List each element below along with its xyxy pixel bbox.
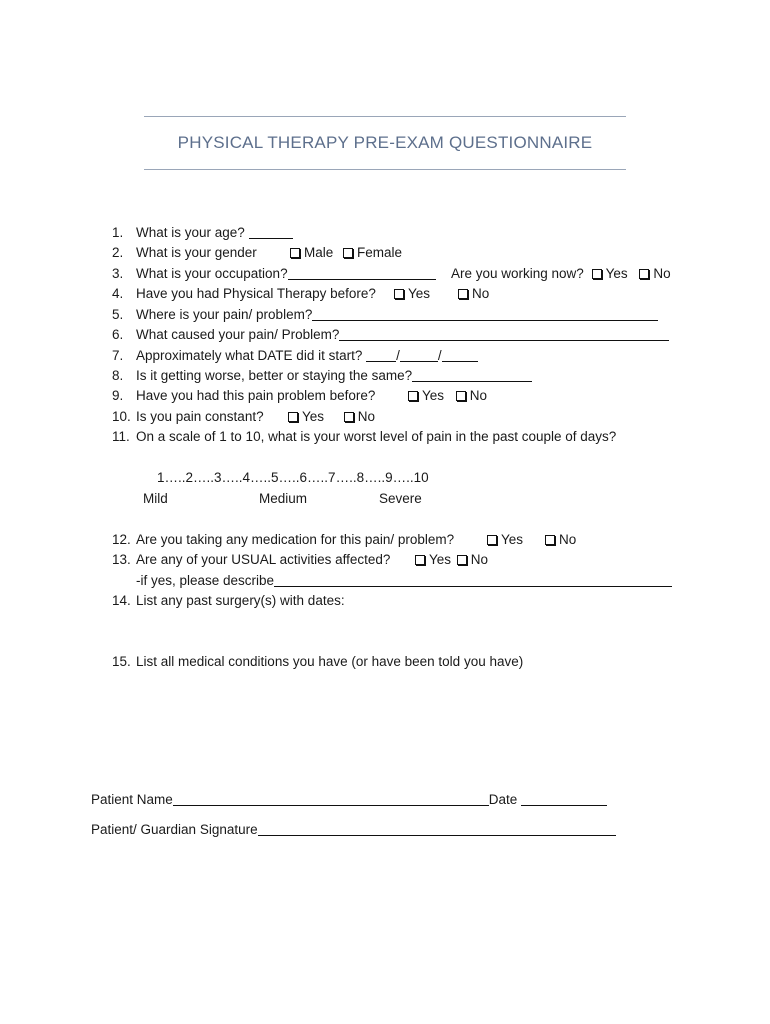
activities-no-option[interactable]: No <box>457 550 488 570</box>
question-4 <box>112 284 376 304</box>
working-yes-option[interactable]: Yes <box>592 264 628 284</box>
question-6 <box>112 325 669 345</box>
date-separator: / <box>437 348 442 363</box>
date-separator: / <box>396 348 400 363</box>
signature-label: Patient/ Guardian Signature <box>91 822 258 837</box>
signature-field[interactable] <box>258 821 616 836</box>
question-text: Approximately what DATE did it start? <box>136 348 363 363</box>
question-number: 6. <box>112 327 124 342</box>
activities-describe-field[interactable] <box>274 572 672 587</box>
working-now-label: Are you working now? <box>451 266 584 281</box>
question-text: Are you taking any medication for this pain/ problem? <box>136 532 455 547</box>
question-number: 5. <box>112 307 124 322</box>
question-15 <box>112 652 523 672</box>
checkbox-icon[interactable] <box>456 391 466 401</box>
question-number: 10. <box>112 409 131 424</box>
question-3 <box>112 264 436 284</box>
medication-yes-option[interactable]: Yes <box>487 530 523 550</box>
date-field[interactable] <box>521 791 607 806</box>
checkbox-icon[interactable] <box>290 248 300 258</box>
question-text: Is it getting worse, better or staying the same? <box>136 368 413 383</box>
checkbox-icon[interactable] <box>415 555 425 565</box>
question-5 <box>112 305 658 325</box>
checkbox-icon[interactable] <box>408 391 418 401</box>
question-number: 8. <box>112 368 124 383</box>
pain-location-field[interactable] <box>312 306 658 321</box>
question-text: Have you had this pain problem before? <box>136 388 376 403</box>
working-no-option[interactable]: No <box>639 264 670 284</box>
checkbox-icon[interactable] <box>288 412 298 422</box>
checkbox-icon[interactable] <box>592 269 602 279</box>
page-title: PHYSICAL THERAPY PRE-EXAM QUESTIONNAIRE <box>177 133 593 152</box>
checkbox-icon[interactable] <box>487 535 497 545</box>
prior-pain-options <box>408 386 487 406</box>
checkbox-icon[interactable] <box>343 248 353 258</box>
patient-name-row <box>91 790 607 810</box>
question-text: Where is your pain/ problem? <box>136 307 313 322</box>
question-number: 13. <box>112 552 131 567</box>
scale-label-mild: Mild <box>143 491 168 506</box>
pt-before-no <box>458 284 489 304</box>
question-14 <box>112 591 345 611</box>
scale-label-severe: Severe <box>379 491 422 506</box>
question-7 <box>112 346 478 366</box>
question-13 <box>112 550 390 570</box>
constant-pain-options <box>288 407 375 427</box>
question-12 <box>112 530 454 550</box>
patient-name-field[interactable] <box>173 791 489 806</box>
question-number: 1. <box>112 225 124 240</box>
question-number: 2. <box>112 245 124 260</box>
question-text: List all medical conditions you have (or have been told you have) <box>136 654 524 669</box>
start-day-field[interactable] <box>400 347 438 362</box>
pt-before-no-option[interactable]: No <box>458 284 489 304</box>
occupation-field[interactable] <box>288 265 436 280</box>
question-text: What is your occupation? <box>136 266 288 281</box>
medication-no-option[interactable]: No <box>545 530 576 550</box>
pt-before-options <box>394 284 430 304</box>
question-text: What is your age? <box>136 225 245 240</box>
medication-yes <box>487 530 523 550</box>
start-month-field[interactable] <box>366 347 396 362</box>
working-now <box>451 264 671 284</box>
question-2 <box>112 243 257 263</box>
title-bottom-rule <box>144 169 626 170</box>
trend-field[interactable] <box>412 367 532 382</box>
question-number: 12. <box>112 532 131 547</box>
question-9 <box>112 386 375 406</box>
constant-no-option[interactable]: No <box>344 407 375 427</box>
title-top-rule <box>144 116 626 117</box>
activities-yes-option[interactable]: Yes <box>415 550 451 570</box>
question-text: What is your gender <box>136 245 257 260</box>
prior-pain-yes-option[interactable]: Yes <box>408 386 444 406</box>
scale-label-medium: Medium <box>259 491 308 506</box>
activities-options <box>415 550 488 570</box>
checkbox-icon[interactable] <box>458 289 468 299</box>
gender-female-option[interactable]: Female <box>343 243 402 263</box>
question-text: Are any of your USUAL activities affected? <box>136 552 391 567</box>
question-number: 9. <box>112 388 124 403</box>
describe-label: -if yes, please describe <box>136 573 275 588</box>
constant-yes-option[interactable]: Yes <box>288 407 324 427</box>
start-year-field[interactable] <box>442 347 478 362</box>
age-field[interactable] <box>249 224 293 239</box>
pain-scale-numbers[interactable]: 1…..2…..3…..4…..5…..6…..7…..8…..9…..10 <box>157 470 429 485</box>
patient-name-label: Patient Name <box>91 792 173 807</box>
checkbox-icon[interactable] <box>344 412 354 422</box>
question-11 <box>112 427 616 447</box>
checkbox-icon[interactable] <box>639 269 649 279</box>
pt-before-yes-option[interactable]: Yes <box>394 284 430 304</box>
question-10 <box>112 407 264 427</box>
question-text: Is you pain constant? <box>136 409 264 424</box>
question-number: 15. <box>112 654 131 669</box>
question-number: 7. <box>112 348 124 363</box>
checkbox-icon[interactable] <box>394 289 404 299</box>
question-number: 4. <box>112 286 124 301</box>
question-number: 14. <box>112 593 131 608</box>
question-number: 11. <box>112 429 130 444</box>
gender-male-option[interactable]: Male <box>290 243 333 263</box>
medication-no <box>545 530 576 550</box>
question-text: What caused your pain/ Problem? <box>136 327 340 342</box>
question-8 <box>112 366 532 386</box>
checkbox-icon[interactable] <box>545 535 555 545</box>
question-text: Have you had Physical Therapy before? <box>136 286 376 301</box>
question-text: List any past surgery(s) with dates: <box>136 593 345 608</box>
activities-describe <box>136 571 672 591</box>
question-text: On a scale of 1 to 10, what is your worst level of pain in the past couple of days? <box>136 429 617 444</box>
question-number: 3. <box>112 266 124 281</box>
pain-cause-field[interactable] <box>339 326 669 341</box>
question-1 <box>112 223 293 243</box>
checkbox-icon[interactable] <box>457 555 467 565</box>
date-label: Date <box>488 792 518 807</box>
signature-row <box>91 820 616 840</box>
prior-pain-no-option[interactable]: No <box>456 386 487 406</box>
gender-options <box>290 243 402 263</box>
